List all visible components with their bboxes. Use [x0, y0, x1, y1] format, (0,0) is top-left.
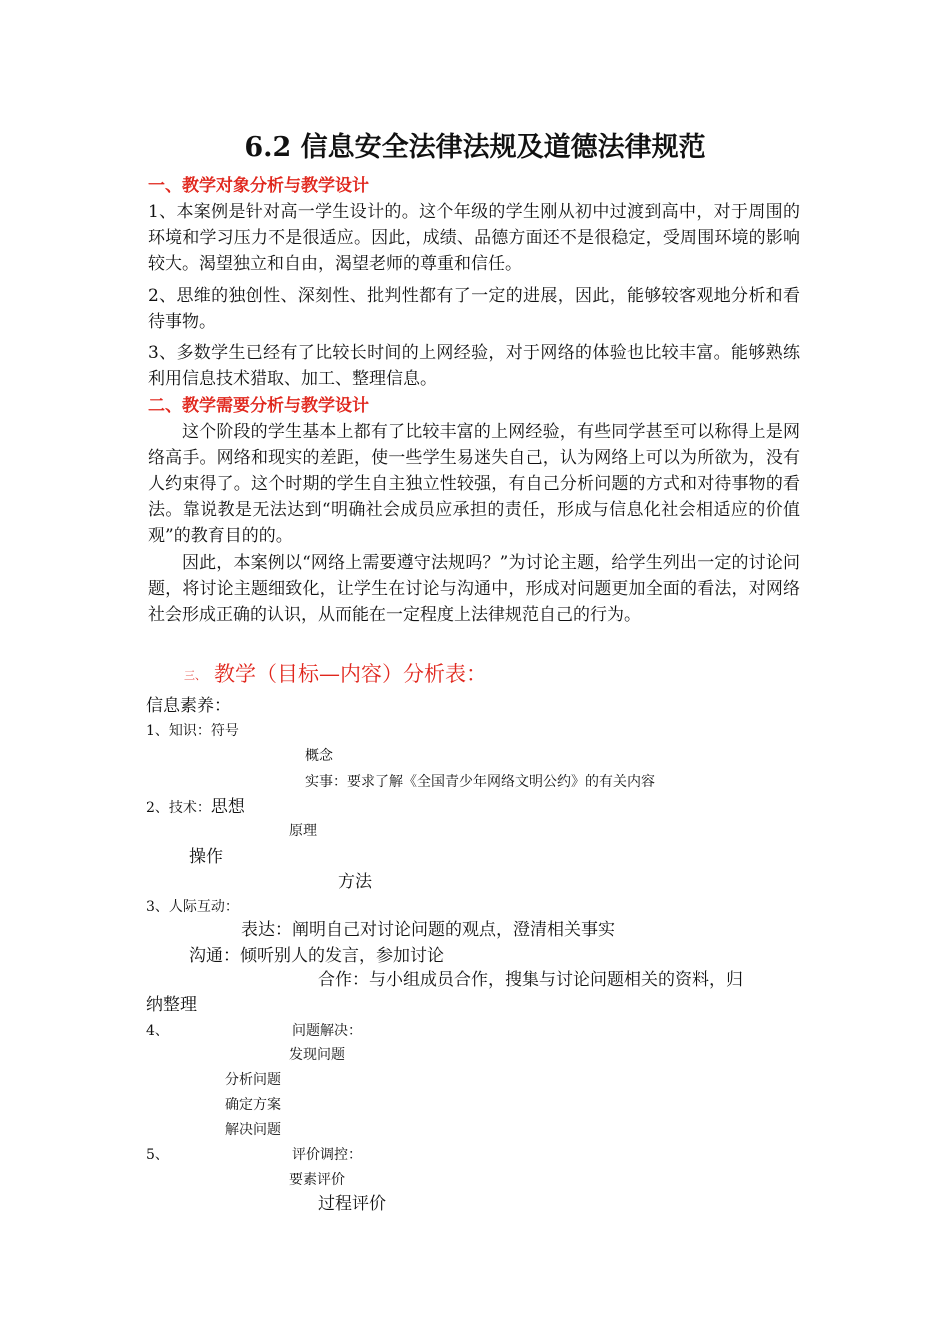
- section2-paragraph-1: 这个阶段的学生基本上都有了比较丰富的上网经验，有些同学甚至可以称得上是网络高手。网络和现实的差距，使一些学生易迷失自己，认为网络上可以为所欲为，没有人约束得了。这个时期的学生自主独立性较强，有自己分析问题的方式和对待事物的看法。靠说教是无法达到“明确社会成员应承担的责任，形成与信息化社会相适应的价值观”的教育目的的。: [148, 422, 800, 546]
- section2-paragraph-2: 因此，本案例以“网络上需要遵守法规吗？”为讨论主题，给学生列出一定的讨论问题，将讨论主题细致化，让学生在讨论与沟通中，形成对问题更加全面的看法，对网络社会形成正确的认识，从而能在一定程度上法律规范自己的行为。: [148, 553, 800, 625]
- evaluation-process: 过程评价: [318, 1194, 386, 1214]
- evaluation-number: 5、: [146, 1147, 169, 1163]
- interaction-label: 3、人际互动：: [146, 899, 239, 915]
- skill-operation: 操作: [189, 847, 223, 867]
- problem-find: 发现问题: [289, 1047, 345, 1063]
- knowledge-fact: 实事：要求了解《全国青少年网络文明公约》的有关内容: [305, 774, 655, 790]
- problem-solve: 解决问题: [225, 1122, 281, 1138]
- section1-heading: 一、教学对象分析与教学设计: [148, 176, 369, 196]
- skill-thought: 思想: [210, 797, 245, 817]
- section1-paragraph-3: 3、多数学生已经有了比较长时间的上网经验，对于网络的体验也比较丰富。能够熟练利用信息技术猎取、加工、整理信息。: [148, 343, 800, 389]
- interaction-communicate: 沟通：倾听别人的发言，参加讨论: [189, 946, 444, 966]
- section1-paragraph-1: 1、本案例是针对高一学生设计的。这个年级的学生刚从初中过渡到高中，对于周围的环境和学习压力不是很适应。因此，成绩、品德方面还不是很稳定，受周围环境的影响较大。渴望独立和自由，渴望老师的尊重和信任。: [148, 202, 800, 274]
- interaction-cooperate-continued: 纳整理: [146, 995, 197, 1015]
- section3-number: 三、: [184, 669, 206, 682]
- knowledge-label: 1、知识：符号: [146, 723, 239, 739]
- info-literacy-label: 信息素养：: [146, 696, 231, 716]
- page-title: 6.2 信息安全法律法规及道德法律规范: [244, 132, 706, 163]
- interaction-cooperate: 合作：与小组成员合作，搜集与讨论问题相关的资料，归: [318, 970, 743, 990]
- interaction-express: 表达：阐明自己对讨论问题的观点，澄清相关事实: [241, 920, 615, 940]
- problem-analyze: 分析问题: [225, 1072, 281, 1088]
- problem-plan: 确定方案: [225, 1097, 281, 1113]
- skill-method: 方法: [338, 872, 372, 892]
- problem-label: 问题解决：: [292, 1023, 362, 1039]
- skill-principle: 原理: [289, 823, 317, 839]
- skill-label: 2、技术：: [146, 800, 211, 816]
- knowledge-concept: 概念: [305, 748, 333, 764]
- section1-paragraph-2: 2、思维的独创性、深刻性、批判性都有了一定的进展，因此，能够较客观地分析和看待事物。: [148, 286, 800, 332]
- evaluation-element: 要素评价: [289, 1172, 345, 1188]
- evaluation-label: 评价调控：: [292, 1147, 362, 1163]
- section2-heading: 二、教学需要分析与教学设计: [148, 396, 369, 416]
- section3-heading: [184, 660, 487, 690]
- skill-row: [146, 795, 245, 819]
- section3-title: 教学（目标—内容）分析表：: [214, 662, 487, 686]
- problem-number: 4、: [146, 1023, 169, 1039]
